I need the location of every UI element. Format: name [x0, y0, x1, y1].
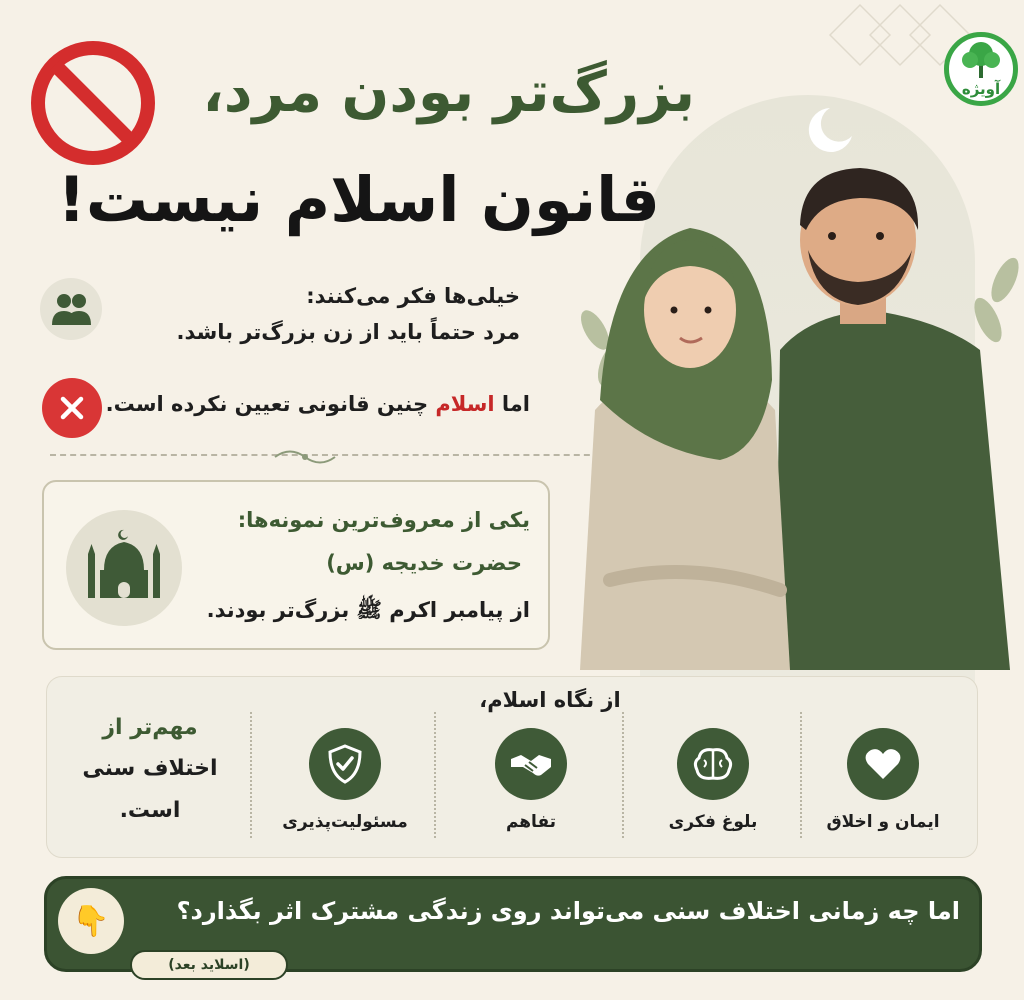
conclusion-line-2: اختلاف سنی — [82, 756, 218, 781]
couple-illustration — [540, 150, 1024, 690]
flourish-ornament — [270, 446, 340, 468]
people-icon — [40, 278, 102, 340]
logo-text: آویژه — [961, 80, 1001, 98]
tree-icon — [958, 40, 1004, 80]
shield-check-icon — [309, 728, 381, 800]
title-line-2: قانون اسلام نیست! — [57, 163, 660, 236]
brain-icon — [677, 728, 749, 800]
prohibition-icon — [28, 38, 158, 168]
conclusion-line-3: است. — [119, 798, 181, 823]
pointing-hand-icon: 👇 — [58, 888, 124, 954]
value-separator — [434, 712, 436, 838]
intro-line-3: اما اسلام چنین قانونی تعیین نکرده است. — [105, 392, 530, 416]
heart-icon — [847, 728, 919, 800]
value-responsibility — [270, 726, 420, 846]
intro-line-1: خیلی‌ها فکر می‌کنند: — [306, 284, 520, 308]
value-label: ایمان و اخلاق — [826, 812, 940, 832]
value-understanding — [456, 726, 606, 846]
value-label: تفاهم — [505, 812, 557, 832]
example-detail: از پیامبر اکرم ﷺ بزرگ‌تر بودند. — [206, 598, 530, 622]
value-separator — [250, 712, 252, 838]
question-text: اما چه زمانی اختلاف سنی می‌تواند روی زندگی مشترک اثر بگذارد؟ — [176, 897, 960, 925]
islam-highlight: اسلام — [435, 392, 495, 416]
intro-line-2: مرد حتماً باید از زن بزرگ‌تر باشد. — [176, 320, 520, 344]
value-faith — [808, 726, 958, 846]
cross-icon — [42, 378, 102, 438]
title-line-1: بزرگ‌تر بودن مرد، — [202, 60, 695, 125]
next-slide-label[interactable]: (اسلاید بعد) — [130, 950, 288, 980]
example-heading: یکی از معروف‌ترین نمونه‌ها: — [237, 508, 530, 532]
value-label: مسئولیت‌پذیری — [282, 812, 408, 832]
value-maturity — [638, 726, 788, 846]
value-separator — [800, 712, 802, 838]
value-separator — [622, 712, 624, 838]
value-label: بلوغ فکری — [668, 812, 758, 832]
values-heading: از نگاه اسلام، — [479, 688, 621, 712]
brand-logo — [940, 18, 1020, 118]
handshake-icon — [495, 728, 567, 800]
mosque-icon — [66, 510, 182, 626]
example-name: حضرت خدیجه (س) — [326, 551, 522, 575]
conclusion-line-1: مهم‌تر از — [102, 715, 198, 740]
